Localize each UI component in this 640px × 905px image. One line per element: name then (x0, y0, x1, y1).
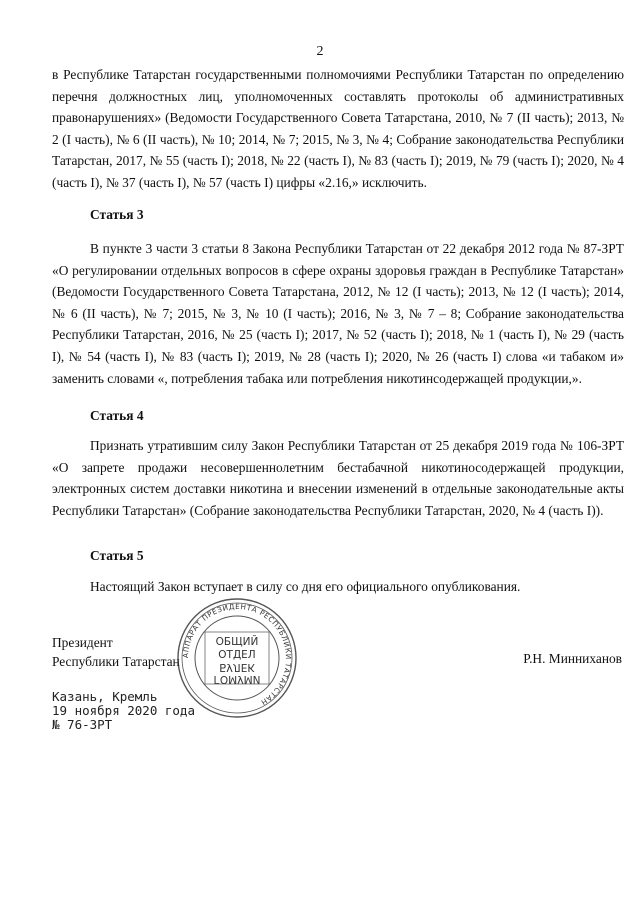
article-3-heading: Статья 3 (90, 207, 144, 222)
article-2-tail-paragraph: в Республике Татарстан государственными полномочиями Республики Татарстан по определению перечня должностных лиц, уполномоченных составлять протоколы об административных правонарушениях» (Ведомости Государственного Совета Татарстана, 2010, № 7 (II часть); 2013, № 2 (I часть), № 6 (II часть), № 10; 2014, № 7; 2015, № 3, № 4; Собрание законодательства Республики Татарстан, 2017, № 55 (часть I); 2018, № 22 (часть I), № 83 (часть I); 2019, № 79 (часть I); 2020, № 4 (часть I), № 37 (часть I), № 57 (часть I) цифры «2.16,» исключить. (52, 67, 624, 190)
article-5-paragraph: Настоящий Закон вступает в силу со дня его официального опубликования. (90, 579, 521, 594)
article-3-paragraph: В пункте 3 части 3 статьи 8 Закона Республики Татарстан от 22 декабря 2012 года № 87-ЗРТ «О регулировании отдельных вопросов в сфере охраны здоровья граждан в Республике Татарстан» (Ведомости Государственного Совета Татарстана, 2012, № 12 (I часть); 2013, № 12 (I часть); 2014, № 6 (II часть), № 7; 2015, № 3, № 10 (I часть); 2016, № 3, № 7 – 8; Собрание законодательства Республики Татарстан, 2016, № 25 (часть I); 2017, № 52 (часть I); 2018, № 1 (часть I), № 29 (часть I), № 54 (часть I), № 83 (часть I); 2019, № 28 (часть I); 2020, № 26 (часть I) слова «и табаком и» заменить словами «, потребления табака или потребления никотинсодержащей продукции,». (52, 241, 624, 386)
article-5-heading: Статья 5 (90, 548, 144, 563)
page-number: 2 (316, 44, 324, 59)
seal-center-line3: БУЛЕК (219, 661, 255, 673)
signer-name: Р.Н. Минниханов (523, 651, 622, 666)
place-date-number-block (52, 690, 195, 732)
seal-center-line2: ОТДЕЛ (218, 649, 256, 661)
seal-ring-text: АППАРАТ ПРЕЗИДЕНТА РЕСПУБЛИКИ ТАТАРСТАН (180, 601, 294, 708)
law-number-line: № 76-ЗРТ (52, 717, 113, 732)
signer-title (52, 633, 180, 671)
date-line: 19 ноября 2020 года (52, 703, 195, 718)
seal-center-line1: ОБЩИЙ (215, 636, 259, 648)
article-4-paragraph: Признать утратившим силу Закон Республики Татарстан от 25 декабря 2019 года № 106-ЗРТ «О запрете продажи несовершеннолетним бестабачной никотиносодержащей продукции, электронных систем доставки никотина и внесении изменений в отдельные законодательные акты Республики Татарстан» (Собрание законодательства Республики Татарстан, 2020, № 4 (часть I)). (52, 438, 624, 518)
signer-title-line2: Республики Татарстан (52, 654, 180, 669)
seal-center-line4: ГОМУМИ (213, 673, 261, 685)
place-line: Казань, Кремль (52, 689, 158, 704)
article-4-heading: Статья 4 (90, 408, 144, 423)
signer-title-line1: Президент (52, 635, 113, 650)
